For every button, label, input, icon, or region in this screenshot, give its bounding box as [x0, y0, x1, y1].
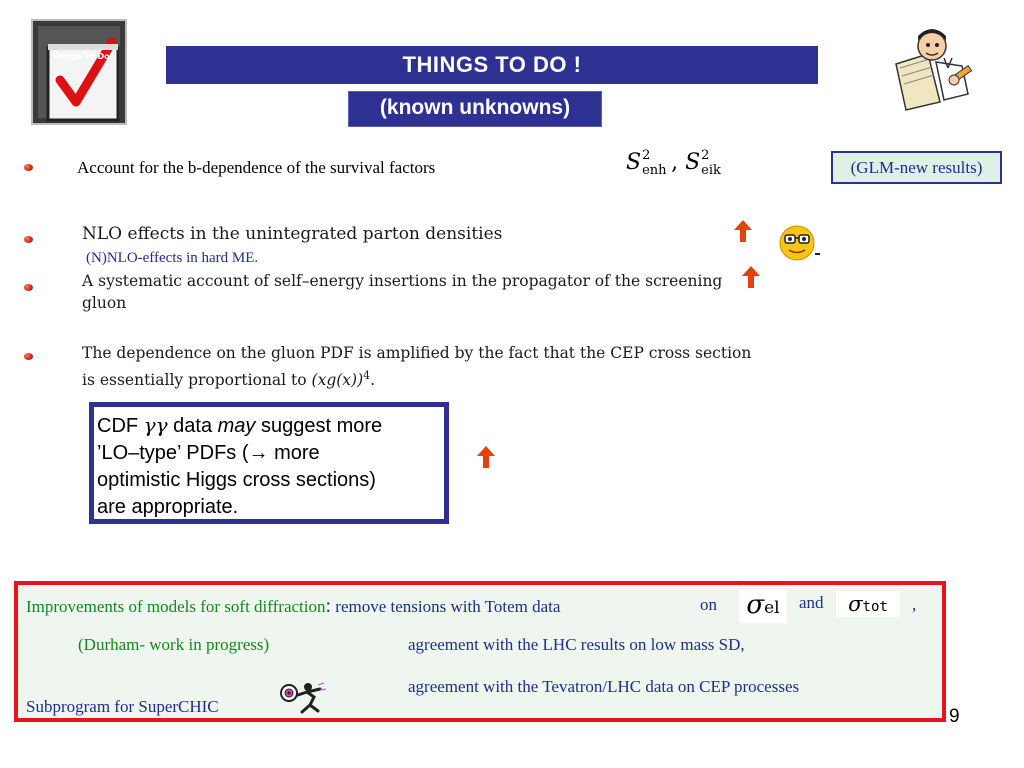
remove-tensions-text: remove tensions with Totem data	[331, 597, 561, 616]
formula-sub-enh: enh	[642, 163, 667, 178]
clipboard-caption: Things To Do!	[52, 52, 114, 61]
up-arrow-icon	[476, 445, 496, 469]
bullet-icon	[24, 164, 33, 171]
bullet-icon	[24, 284, 33, 291]
sigma-el-formula	[739, 589, 787, 623]
gluon-pdf-prefix: is essentially proportional to	[82, 371, 312, 390]
cdf-may: may	[217, 415, 256, 437]
gluon-pdf-suffix: .	[370, 371, 376, 390]
formula-s-enh: S	[626, 150, 642, 175]
agreement-lhc-sd: agreement with the LHC results on low mass SD,	[408, 635, 745, 654]
up-arrow-icon	[741, 265, 761, 289]
subprogram-superchic: Subprogram for SuperCHIC	[26, 697, 219, 716]
cdf-line1-b: data	[167, 415, 218, 437]
bullet-icon	[24, 236, 33, 243]
things-to-do-clipboard-image	[30, 18, 132, 128]
item-nlo-effects: NLO effects in the unintegrated parton densities	[82, 224, 503, 244]
formula-sup-2: 2	[701, 148, 710, 163]
cdf-note-box	[89, 402, 449, 524]
sigma-tot-sub: tot	[862, 599, 888, 615]
cdf-line1-a: CDF	[97, 415, 144, 437]
cdf-line1-c: suggest more	[255, 415, 383, 437]
improvements-colon: :	[325, 595, 332, 617]
glm-note-box: (GLM-new results)	[831, 151, 1002, 184]
cdf-gamma: γγ	[143, 413, 168, 437]
cartoon-writer-image	[888, 24, 978, 112]
gluon-pdf-sup: 4	[363, 369, 371, 382]
slide-subtitle: (known unknowns)	[348, 91, 602, 127]
item-self-energy-line1: A systematic account of self–energy insertions in the propagator of the screening	[82, 272, 723, 290]
sigma-symbol: σ	[746, 590, 765, 620]
cdf-line4: are appropriate.	[97, 496, 239, 518]
sigma-el-sub: el	[764, 598, 780, 618]
improvements-label: Improvements of models for soft diffraction	[26, 597, 326, 616]
formula-s-eik: S	[685, 150, 701, 175]
durham-note: (Durham- work in progress)	[78, 635, 270, 654]
gluon-pdf-formula: (xg(x))	[311, 371, 364, 390]
item-survival-factors: Account for the b-dependence of the survival factors	[77, 158, 436, 177]
bullet-icon	[24, 353, 33, 360]
survival-factor-formula: S 2 enh , S 2 eik	[626, 148, 721, 178]
page-number: 9	[949, 706, 960, 727]
sigma-symbol: σ	[848, 592, 863, 616]
soft-diffraction-box	[14, 581, 946, 722]
item-self-energy-line2: gluon	[82, 294, 127, 312]
comma: ,	[912, 595, 917, 614]
formula-sup: 2	[642, 148, 651, 163]
sigma-tot-formula	[836, 591, 900, 617]
item-gluon-pdf-line2	[82, 365, 375, 391]
slide-title: THINGS TO DO !	[166, 46, 818, 84]
soft-diffraction-line1	[26, 595, 560, 618]
cdf-line2: ’LO–type’ PDFs (→ more	[97, 442, 320, 464]
up-arrow-icon	[733, 219, 753, 243]
item-gluon-pdf-line1: The dependence on the gluon PDF is amplified by the fact that the CEP cross section	[82, 344, 752, 362]
formula-sub-eik: eik	[701, 163, 721, 178]
item-nnlo-note: (N)NLO-effects in hard ME.	[86, 250, 259, 266]
on-word: on	[700, 595, 717, 614]
agreement-cep: agreement with the Tevatron/LHC data on CEP processes	[408, 677, 800, 696]
running-figure-icon	[280, 681, 330, 715]
and-word: and	[799, 593, 824, 612]
cdf-line1	[97, 412, 444, 440]
cdf-line3: optimistic Higgs cross sections)	[97, 469, 376, 491]
smiley-glasses-icon	[777, 222, 821, 262]
